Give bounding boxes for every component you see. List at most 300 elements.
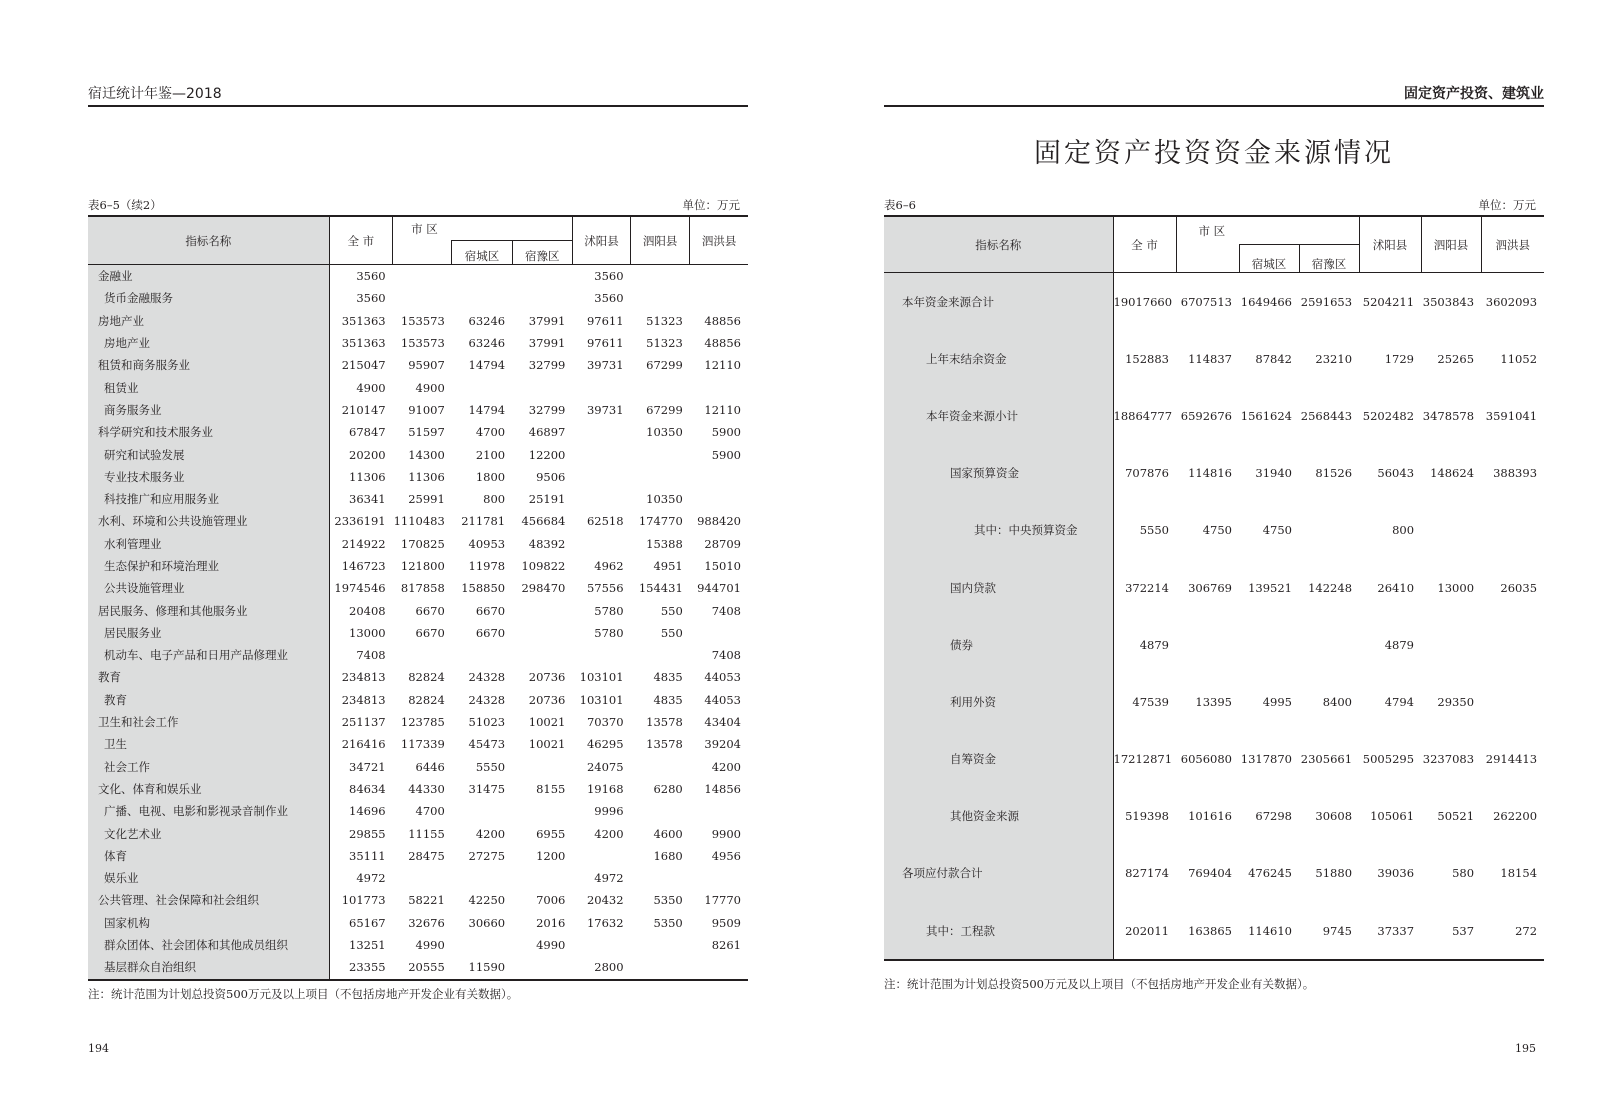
cell-value: 23210	[1315, 351, 1353, 366]
cell-value	[690, 867, 748, 889]
cell-value: 351363	[341, 313, 386, 328]
cell-value: 306769	[1188, 580, 1232, 595]
cell-value: 817858	[400, 581, 445, 596]
cell-value: 63246	[468, 313, 506, 328]
cell-value: 10021	[528, 715, 566, 730]
cell-value: 3503843	[1422, 294, 1475, 309]
cell-value: 5202482	[1362, 408, 1415, 423]
table-row	[884, 330, 1544, 387]
cell-value	[1481, 502, 1544, 559]
cell-value: 63246	[468, 336, 506, 351]
cell-value: 56043	[1377, 466, 1415, 481]
table-row	[884, 902, 1544, 960]
cell-value: 30660	[468, 915, 506, 930]
row-label: 娱乐业	[88, 867, 329, 889]
cell-value: 13251	[349, 938, 386, 953]
cell-value: 12200	[528, 447, 566, 462]
page-number: 194	[88, 1042, 109, 1055]
row-label: 上年末结余资金	[884, 330, 1113, 387]
cell-value	[690, 376, 748, 398]
data-table	[88, 215, 748, 981]
cell-value: 15388	[646, 536, 683, 551]
cell-value: 3560	[594, 269, 624, 284]
cell-value: 101773	[341, 893, 386, 908]
cell-value: 3560	[356, 291, 386, 306]
table-row	[88, 577, 748, 599]
cell-value: 2336191	[334, 514, 386, 529]
cell-value: 17632	[586, 915, 624, 930]
cell-value: 51323	[646, 336, 683, 351]
cell-value	[1176, 616, 1239, 673]
row-label: 科技推广和应用服务业	[88, 488, 329, 510]
cell-value: 4835	[653, 670, 683, 685]
cell-value: 36341	[349, 492, 386, 507]
cell-value: 48856	[704, 313, 741, 328]
cell-value: 26410	[1377, 580, 1415, 595]
cell-value: 10350	[646, 425, 683, 440]
cell-value: 20408	[349, 603, 386, 618]
cell-value: 5550	[475, 759, 506, 774]
cell-value: 6670	[475, 603, 506, 618]
row-label: 基层群众自治组织	[88, 956, 329, 979]
cell-value: 20736	[528, 692, 566, 707]
cell-value: 211781	[461, 514, 506, 529]
row-label: 房地产业	[88, 310, 329, 332]
cell-value: 9745	[1299, 902, 1359, 960]
cell-value: 1974546	[334, 581, 386, 596]
cell-value: 6592676	[1180, 408, 1232, 423]
cell-value: 31475	[468, 781, 506, 796]
header-rule	[884, 105, 1544, 107]
table-row	[88, 376, 748, 398]
header-all-city: 全 市	[329, 216, 392, 265]
data-table	[884, 215, 1544, 961]
cell-value	[631, 466, 690, 488]
page-title: 固定资产投资资金来源情况	[1034, 138, 1394, 169]
cell-value: 11978	[468, 559, 506, 573]
cell-value: 67299	[646, 402, 683, 417]
cell-value	[572, 466, 630, 488]
row-label: 公共管理、社会保障和社会组织	[88, 889, 329, 911]
cell-value: 234813	[341, 692, 386, 707]
table-row	[88, 912, 748, 934]
cell-value: 6280	[653, 781, 683, 796]
cell-value: 4972	[356, 871, 386, 886]
cell-value	[572, 934, 630, 956]
cell-value	[631, 756, 690, 778]
cell-value: 14300	[408, 447, 445, 462]
header-suyu: 宿豫区	[1299, 245, 1359, 273]
cell-value: 9509	[711, 915, 741, 930]
table-row	[88, 354, 748, 376]
cell-value: 27275	[468, 848, 506, 863]
cell-value	[452, 376, 512, 398]
table-row	[88, 622, 748, 644]
cell-value: 4956	[711, 848, 741, 863]
cell-value: 5550	[1139, 523, 1169, 538]
cell-value: 8400	[1322, 694, 1353, 709]
cell-value	[452, 934, 512, 956]
table-row	[88, 867, 748, 889]
cell-value: 25265	[1437, 351, 1475, 366]
cell-value: 707876	[1125, 466, 1169, 481]
row-label: 各项应付款合计	[884, 845, 1113, 902]
table-row	[88, 332, 748, 354]
cell-value: 4200	[594, 826, 624, 841]
cell-value: 109822	[521, 559, 566, 573]
cell-value: 45473	[468, 737, 506, 752]
header-city-area: 市 区	[393, 216, 573, 241]
row-label: 专业技术服务业	[88, 466, 329, 488]
cell-value: 13578	[646, 715, 683, 730]
header-rule	[88, 105, 748, 107]
cell-value	[452, 644, 512, 666]
cell-value: 2016	[536, 915, 566, 930]
row-label: 水利管理业	[88, 533, 329, 555]
cell-value: 580	[1452, 866, 1475, 881]
cell-value: 91007	[408, 402, 445, 417]
cell-value: 1800	[475, 469, 506, 484]
cell-value	[393, 265, 452, 288]
page-number: 195	[1515, 1042, 1536, 1055]
cell-value: 5900	[711, 447, 741, 462]
cell-value: 51597	[408, 425, 445, 440]
table-row	[88, 443, 748, 465]
cell-value: 82824	[408, 670, 445, 685]
cell-value: 17212871	[1113, 752, 1173, 767]
row-label: 体育	[88, 845, 329, 867]
cell-value: 46897	[528, 425, 566, 440]
header-shuyang: 沭阳县	[1359, 216, 1421, 273]
cell-value	[572, 376, 630, 398]
row-label: 国家预算资金	[884, 445, 1113, 502]
table-row	[88, 800, 748, 822]
cell-value: 10350	[646, 492, 683, 507]
cell-value: 6446	[415, 759, 445, 774]
cell-value: 2800	[572, 956, 630, 979]
cell-value: 1317870	[1240, 752, 1292, 767]
cell-value	[393, 644, 452, 666]
cell-value: 23355	[329, 956, 392, 979]
cell-value: 519398	[1125, 809, 1169, 824]
cell-value: 44330	[408, 781, 445, 796]
cell-value: 4794	[1384, 694, 1415, 709]
cell-value: 4700	[475, 425, 506, 440]
cell-value: 101616	[1188, 809, 1232, 824]
cell-value: 827174	[1125, 866, 1169, 881]
cell-value: 40953	[468, 536, 506, 551]
row-label: 研究和试验发展	[88, 443, 329, 465]
header-sucheng: 宿城区	[1239, 245, 1299, 273]
table-row	[884, 502, 1544, 559]
table-row	[88, 733, 748, 755]
table-row	[88, 689, 748, 711]
cell-value: 4750	[1262, 523, 1292, 538]
cell-value: 5350	[653, 915, 683, 930]
cell-value: 50521	[1437, 809, 1475, 824]
table-row	[88, 310, 748, 332]
cell-value: 4835	[653, 692, 683, 707]
table-row	[884, 673, 1544, 730]
cell-value: 13395	[1195, 694, 1232, 709]
cell-value: 372214	[1125, 580, 1169, 595]
table-unit: 单位：万元	[1478, 198, 1536, 212]
cell-value	[452, 287, 512, 309]
cell-value	[631, 287, 690, 309]
cell-value: 234813	[341, 670, 386, 685]
cell-value: 4200	[711, 759, 741, 774]
table-row	[88, 287, 748, 309]
cell-value: 550	[660, 603, 683, 618]
cell-value	[690, 265, 748, 288]
cell-value: 3237083	[1422, 752, 1475, 767]
cell-value: 82824	[408, 692, 445, 707]
cell-value: 139521	[1248, 580, 1292, 595]
cell-value	[512, 376, 572, 398]
cell-value: 4962	[594, 559, 624, 573]
cell-value: 4900	[415, 380, 445, 395]
cell-value	[512, 287, 572, 309]
row-label: 生态保护和环境治理业	[88, 555, 329, 577]
running-head-text: 固定资产投资、建筑业	[1404, 86, 1544, 102]
row-label: 水利、环境和公共设施管理业	[88, 510, 329, 532]
cell-value	[572, 845, 630, 867]
cell-value: 2568443	[1300, 408, 1353, 423]
cell-value: 123785	[400, 715, 445, 730]
row-label: 广播、电视、电影和影视录音制作业	[88, 800, 329, 822]
cell-value: 81526	[1315, 466, 1353, 481]
cell-value: 13000	[1437, 580, 1475, 595]
cell-value: 6707513	[1180, 294, 1232, 309]
cell-value: 158850	[461, 581, 506, 596]
cell-value: 13578	[646, 737, 683, 752]
left-page	[88, 0, 748, 1099]
cell-value	[452, 800, 512, 822]
table-row	[88, 599, 748, 621]
cell-value: 351363	[341, 336, 386, 351]
table-row	[88, 889, 748, 911]
cell-value: 14794	[468, 402, 506, 417]
header-suyu: 宿豫区	[512, 241, 572, 265]
cell-value: 48856	[704, 336, 741, 351]
cell-value: 20736	[528, 670, 566, 685]
row-label: 房地产业	[88, 332, 329, 354]
cell-value: 4990	[415, 938, 445, 953]
cell-value: 31940	[1255, 466, 1292, 481]
cell-value: 1729	[1384, 351, 1415, 366]
cell-value: 47539	[1132, 694, 1169, 709]
cell-value: 67847	[349, 425, 386, 440]
cell-value	[452, 265, 512, 288]
cell-value: 17770	[704, 893, 741, 908]
header-siyang: 泗阳县	[631, 216, 690, 265]
cell-value: 20432	[586, 893, 624, 908]
cell-value	[690, 800, 748, 822]
cell-value: 19017660	[1113, 294, 1173, 309]
table-row	[884, 731, 1544, 788]
cell-value	[512, 756, 572, 778]
cell-value: 29350	[1437, 694, 1475, 709]
cell-value: 67299	[646, 358, 683, 373]
row-label: 文化艺术业	[88, 822, 329, 844]
cell-value: 3560	[356, 269, 386, 284]
cell-value: 25191	[528, 492, 566, 507]
cell-value: 11052	[1500, 351, 1538, 366]
cell-value: 2591653	[1300, 294, 1353, 309]
cell-value	[1239, 616, 1299, 673]
table-row	[88, 956, 748, 979]
cell-value	[1481, 616, 1544, 673]
row-label: 卫生	[88, 733, 329, 755]
cell-value	[1481, 673, 1544, 730]
table-row	[88, 510, 748, 532]
table-row	[88, 756, 748, 778]
cell-value: 97611	[586, 313, 624, 328]
cell-value	[631, 644, 690, 666]
cell-value: 12110	[704, 358, 741, 373]
header-sucheng: 宿城区	[452, 241, 512, 265]
cell-value: 25991	[408, 492, 445, 507]
cell-value	[572, 533, 630, 555]
cell-value	[631, 376, 690, 398]
cell-value: 39731	[586, 402, 624, 417]
row-label: 本年资金来源合计	[884, 273, 1113, 331]
cell-value: 6056080	[1180, 752, 1232, 767]
cell-value: 51023	[468, 715, 506, 730]
cell-value: 29855	[349, 826, 386, 841]
row-label: 利用外资	[884, 673, 1113, 730]
cell-value: 114610	[1239, 902, 1299, 960]
table-row	[884, 273, 1544, 331]
cell-value: 6955	[536, 826, 566, 841]
table-row	[88, 265, 748, 288]
cell-value: 388393	[1493, 466, 1538, 481]
header-indicator: 指标名称	[88, 216, 329, 265]
cell-value	[1421, 502, 1481, 559]
cell-value: 103101	[579, 692, 624, 707]
cell-value: 37337	[1359, 902, 1421, 960]
cell-value: 15010	[704, 559, 741, 573]
cell-value	[631, 956, 690, 979]
cell-value: 114816	[1188, 466, 1232, 481]
row-label: 教育	[88, 689, 329, 711]
cell-value: 97611	[586, 336, 624, 351]
cell-value: 4990	[536, 938, 566, 953]
row-label: 本年资金来源小计	[884, 387, 1113, 444]
cell-value: 214922	[341, 536, 386, 551]
cell-value: 4972	[594, 871, 624, 886]
cell-value: 5900	[711, 425, 741, 440]
cell-value: 32799	[528, 358, 566, 373]
table-row	[88, 845, 748, 867]
row-label: 商务服务业	[88, 399, 329, 421]
cell-value	[512, 644, 572, 666]
cell-value	[631, 867, 690, 889]
cell-value: 24328	[468, 670, 506, 685]
cell-value: 3478578	[1422, 408, 1475, 423]
cell-value: 7408	[356, 648, 386, 663]
cell-value: 37991	[528, 336, 566, 351]
cell-value: 800	[483, 492, 506, 507]
cell-value: 39204	[704, 737, 741, 752]
cell-value: 210147	[341, 402, 386, 417]
cell-value: 1680	[653, 848, 683, 863]
cell-value	[690, 287, 748, 309]
cell-value: 4900	[356, 380, 386, 395]
cell-value	[512, 599, 572, 621]
cell-value: 24075	[586, 759, 624, 774]
cell-value: 4750	[1202, 523, 1232, 538]
cell-value: 154431	[638, 581, 683, 596]
table-row	[88, 555, 748, 577]
cell-value: 114837	[1188, 351, 1232, 366]
row-label: 租赁和商务服务业	[88, 354, 329, 376]
cell-value: 13000	[349, 625, 386, 640]
header-sihong: 泗洪县	[1481, 216, 1544, 273]
cell-value: 39036	[1377, 866, 1415, 881]
cell-value: 2914413	[1485, 752, 1538, 767]
cell-value: 43404	[704, 715, 741, 730]
cell-value: 216416	[341, 737, 386, 752]
running-head-text: 宿迁统计年鉴—2018	[88, 86, 222, 102]
cell-value: 152883	[1125, 351, 1169, 366]
cell-value: 103101	[579, 670, 624, 685]
cell-value: 11590	[452, 956, 512, 979]
cell-value: 37991	[528, 313, 566, 328]
cell-value	[572, 443, 630, 465]
table-row	[88, 822, 748, 844]
table-body	[88, 265, 748, 980]
cell-value: 11306	[349, 469, 386, 484]
cell-value: 988420	[697, 514, 741, 529]
cell-value: 7408	[711, 648, 741, 663]
cell-value: 9506	[536, 469, 566, 484]
cell-value: 51323	[646, 313, 683, 328]
table-row	[884, 788, 1544, 845]
table-row	[88, 778, 748, 800]
cell-value: 11306	[408, 469, 445, 484]
cell-value: 5204211	[1362, 294, 1415, 309]
cell-value: 87842	[1255, 351, 1292, 366]
cell-value: 5780	[594, 625, 624, 640]
row-label: 金融业	[88, 265, 329, 288]
table-unit: 单位：万元	[682, 198, 740, 212]
table-row	[884, 559, 1544, 616]
row-label: 货币金融服务	[88, 287, 329, 309]
table-note: 注：统计范围为计划总投资500万元及以上项目（不包括房地产开发企业有关数据）。	[884, 977, 1315, 991]
row-label: 卫生和社会工作	[88, 711, 329, 733]
row-label: 文化、体育和娱乐业	[88, 778, 329, 800]
cell-value: 70370	[586, 715, 624, 730]
cell-value: 34721	[349, 759, 386, 774]
table-note: 注：统计范围为计划总投资500万元及以上项目（不包括房地产开发企业有关数据）。	[88, 987, 519, 1001]
cell-value: 42250	[468, 893, 506, 908]
cell-value: 35111	[349, 848, 386, 863]
cell-value	[512, 867, 572, 889]
cell-value	[452, 867, 512, 889]
cell-value: 251137	[341, 715, 386, 730]
cell-value	[690, 622, 748, 644]
cell-value: 1561624	[1240, 408, 1292, 423]
cell-value: 537	[1421, 902, 1481, 960]
row-label: 社会工作	[88, 756, 329, 778]
cell-value: 6670	[415, 625, 445, 640]
row-label: 其他资金来源	[884, 788, 1113, 845]
cell-value	[512, 265, 572, 288]
table-row	[88, 934, 748, 956]
cell-value	[1421, 616, 1481, 673]
table-row	[88, 666, 748, 688]
